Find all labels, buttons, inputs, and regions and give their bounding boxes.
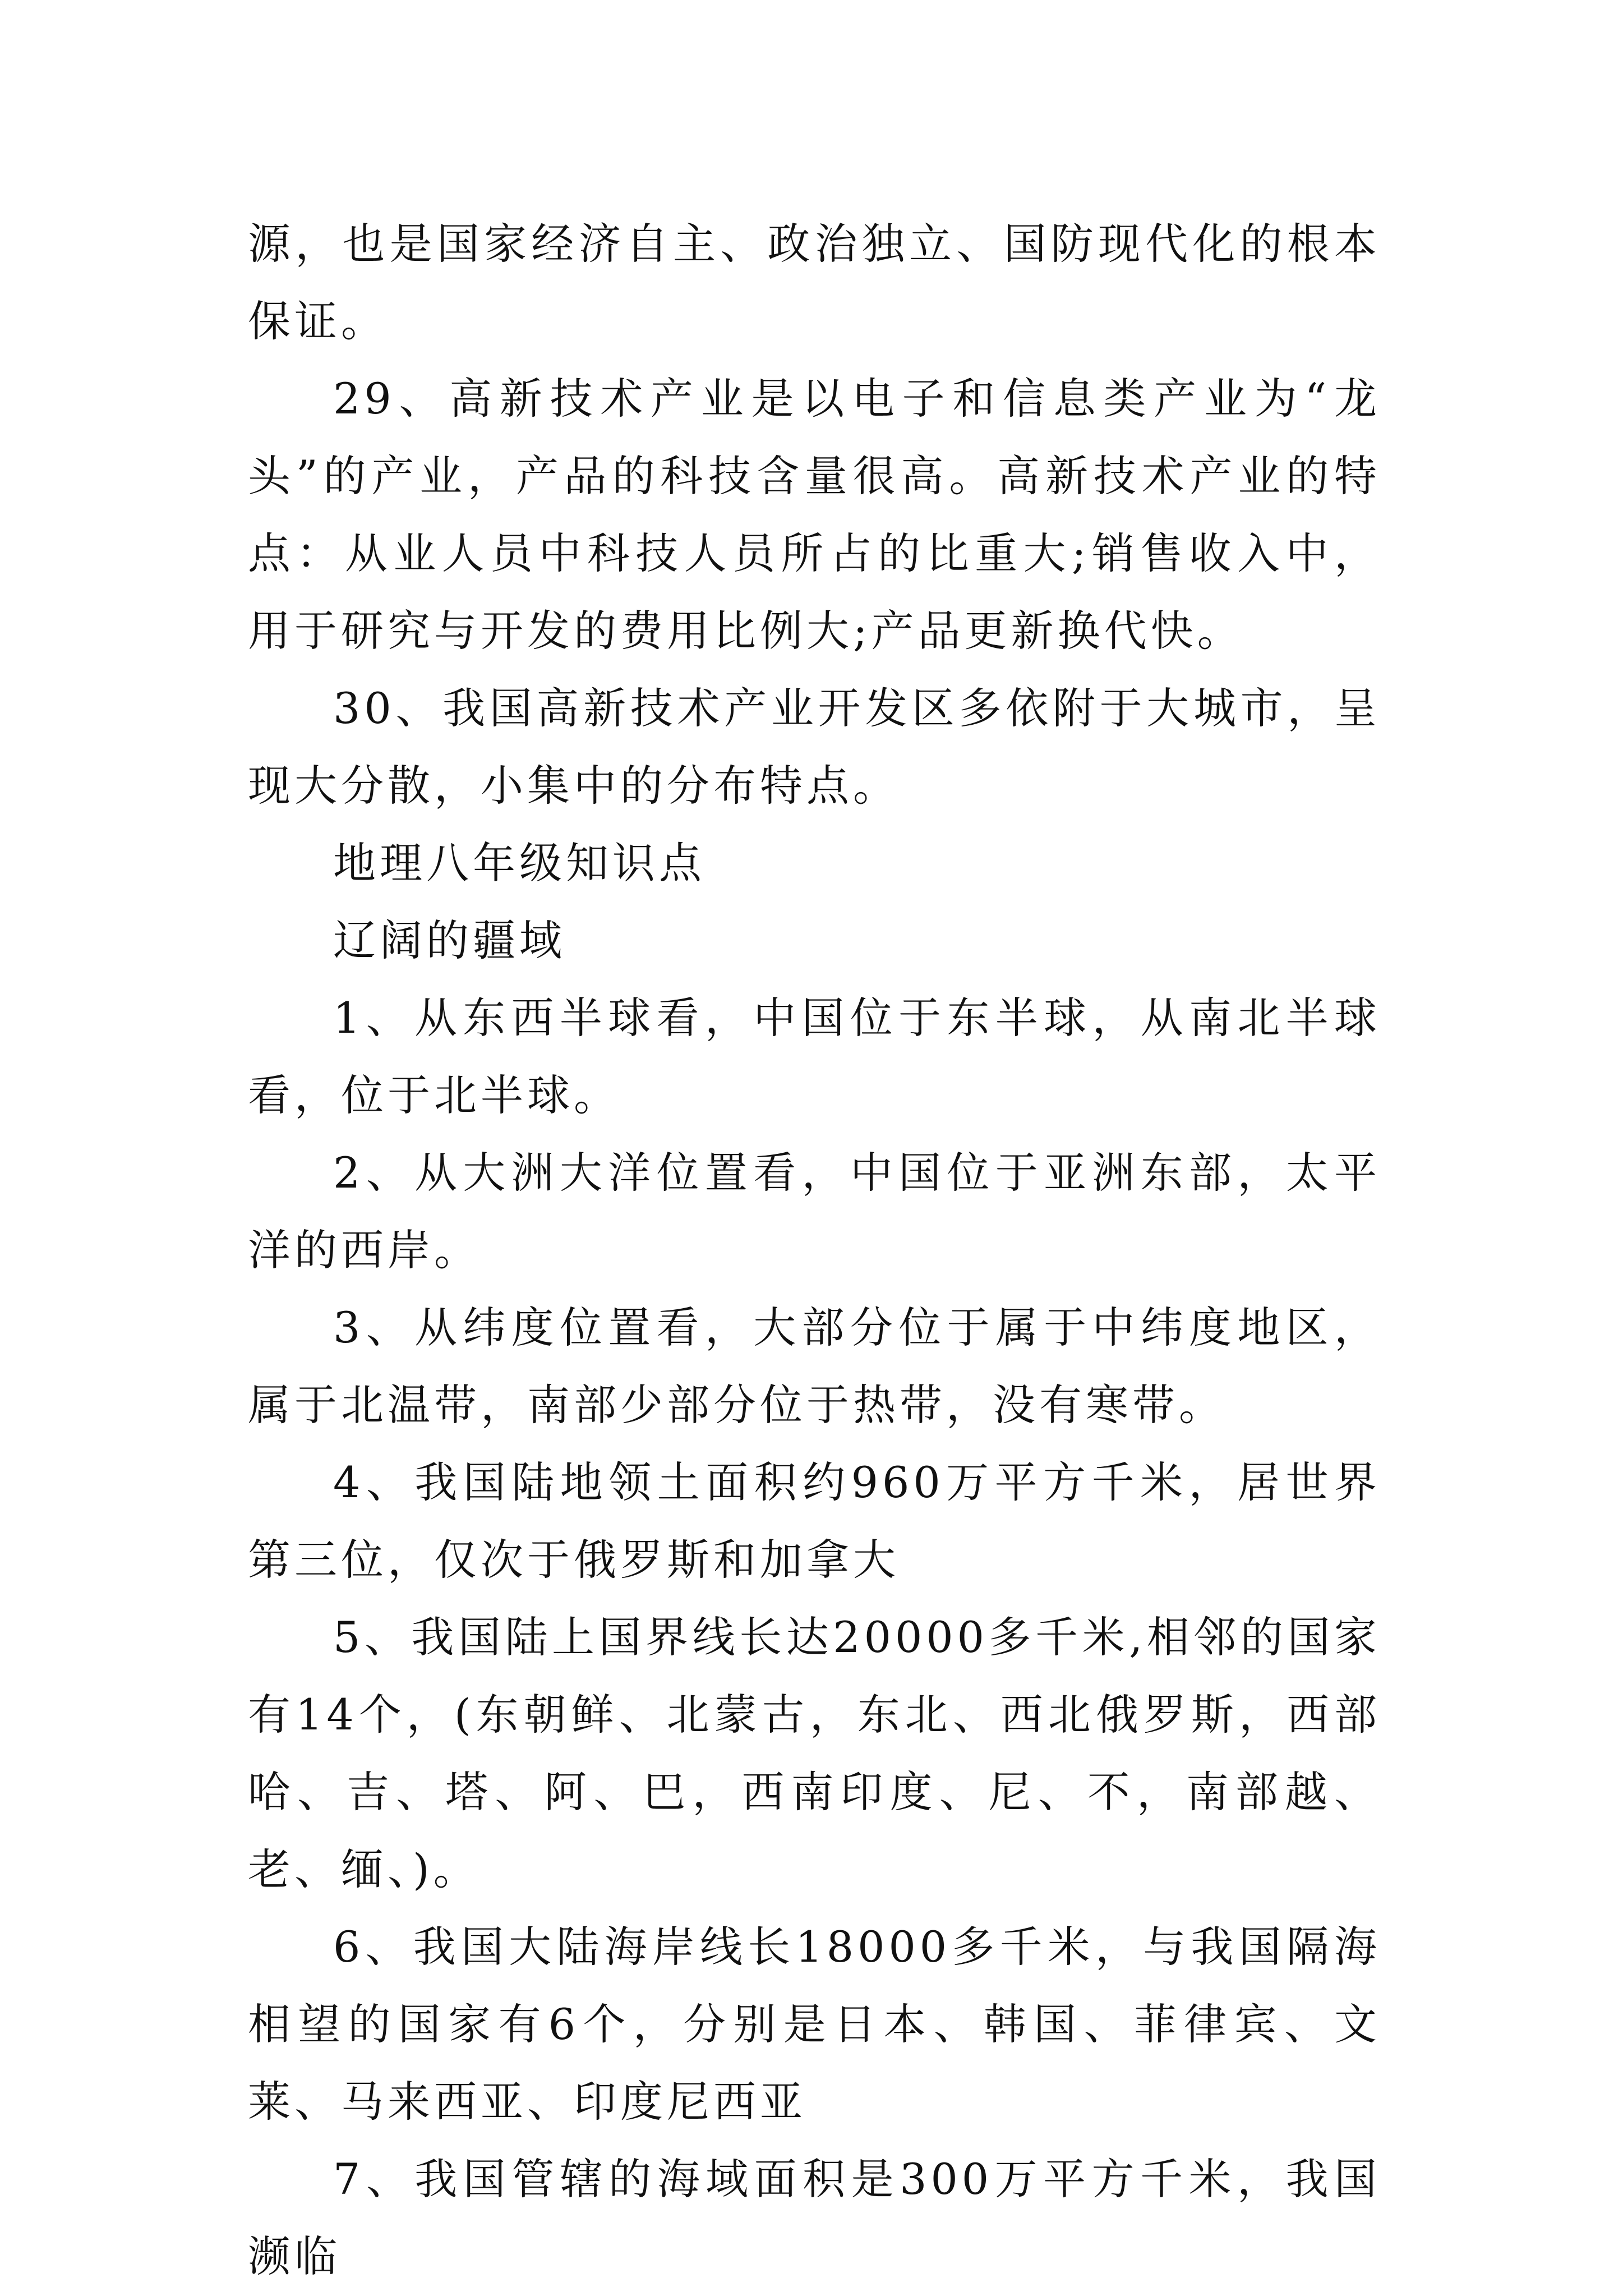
subsection-title: 辽阔的疆域 (333, 915, 566, 965)
paragraph-29-high-tech-industry: 29、高新技术产业是以电子和信息类产业为“龙头”的产业，产品的科技含量很高。高新技术产业的特点：从业人员中科技人员所占的比重大;销售收入中，用于研究与开发的费用比例大;产品更新换代快。 (248, 374, 1381, 656)
paragraph-7-sea-area: 7、我国管辖的海域面积是300万平方千米，我国濒临 (248, 2154, 1381, 2281)
paragraph-3-latitude: 3、从纬度位置看，大部分位于属于中纬度地区，属于北温带，南部少部分位于热带，没有寒带。 (248, 1303, 1381, 1430)
paragraph-2-continent-ocean: 2、从大洲大洋位置看，中国位于亚洲东部，太平洋的西岸。 (248, 1148, 1381, 1275)
document-body (248, 205, 1381, 2295)
section-title: 地理八年级知识点 (333, 838, 706, 888)
paragraph-30-development-zones: 30、我国高新技术产业开发区多依附于大城市，呈现大分散，小集中的分布特点。 (248, 683, 1381, 811)
paragraph-continuation: 源，也是国家经济自主、政治独立、国防现代化的根本保证。 (248, 219, 1381, 346)
paragraph-6-coastline: 6、我国大陆海岸线长18000多千米，与我国隔海相望的国家有6个，分别是日本、韩国、菲律宾、文莱、马来西亚、印度尼西亚 (248, 1922, 1381, 2127)
paragraph-5-land-border: 5、我国陆上国界线长达20000多千米,相邻的国家有14个，(东朝鲜、北蒙古，东北、西北俄罗斯，西部哈、吉、塔、阿、巴，西南印度、尼、不，南部越、老、缅、)。 (248, 1612, 1381, 1894)
paragraph-1-hemisphere: 1、从东西半球看，中国位于东半球，从南北半球看，位于北半球。 (248, 993, 1381, 1120)
paragraph-4-land-area: 4、我国陆地领土面积约960万平方千米，居世界第三位，仅次于俄罗斯和加拿大 (248, 1457, 1381, 1585)
